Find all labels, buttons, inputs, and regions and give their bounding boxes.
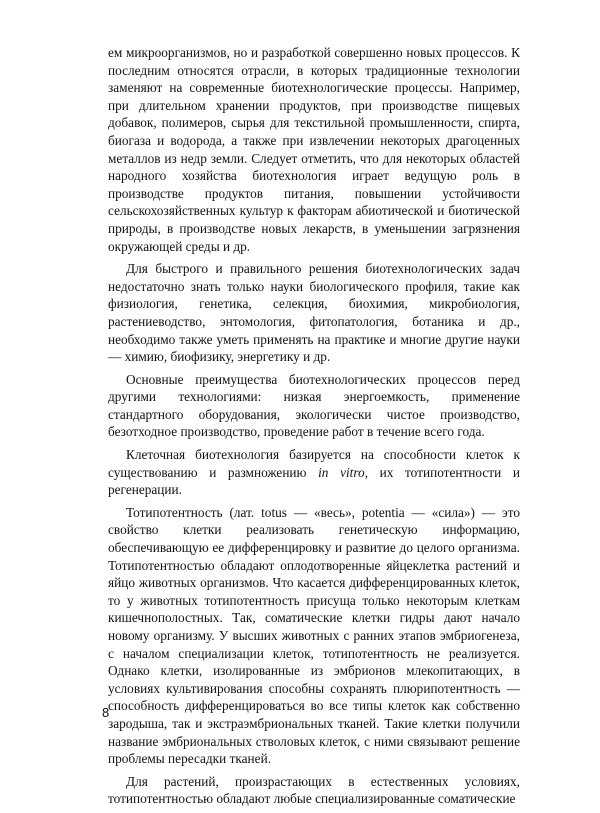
paragraph-5 [108,504,520,768]
paragraph-4 [108,446,520,499]
paragraph-1 [108,44,520,255]
paragraph-2-text: Для быстрого и правильного решения биотехнологических задач недостаточно знать только науки биологического профиля, такие как физиология, генетика, селекция, биохимия, микробиология, растениеводство, энтомология, фитопатология, ботаника и др., необходимо также уметь применять на практике и многие другие науки — химию, биофизику, энергетику и др. [108,261,520,365]
paragraph-3-text: Основные преимущества биотехнологических процессов перед другими технологиями: низкая энергоемкость, применение стандартного оборудования, экологически чистое производство, безотходное производство, проведение работ в течение всего года. [108,371,520,440]
paragraph-6-text: Для растений, произрастающих в естественных условиях, тотипотентностью обладают любые специализированные соматические [108,773,520,807]
paragraph-3 [108,371,520,441]
paragraph-2 [108,260,520,366]
paragraph-5-text: Тотипотентность (лат. totus — «весь», potentia — «сила») — это свойство клетки реализовать генетическую информацию, обеспечивающую ее дифференцировку и развитие до целого организма. Тотипотентностью обладают оплодотворенные яйцеклетка растений и яйцо животных организмов. Что касается дифференцированных клеток, то у животных тотипотентность присуща только некоторым клеткам кишечнополостных. Так, соматические клетки гидры дают начало новому организму. У высших животных с ранних этапов эмбриогенеза, с началом специализации клеток, тотипотентность не реализуется. Однако клетки, изолированные из эмбрионов млекопитающих, в условиях культивирования способны сохранять плюрипотентность — способность дифференцироваться во все типы клеток как собственно зародыша, так и экстраэмбриональных тканей. Такие клетки получили название эмбриональных стволовых клеток, с ними связывают решение проблемы пересадки тканей. [108,504,520,767]
paragraph-4-text-end: , их тотипотентности и регенерации. [108,464,520,498]
page-number: 8 [102,705,110,720]
paragraph-4-italic-term: in vitro [318,464,365,480]
page-body [108,44,520,813]
paragraph-1-text: ем микроорганизмов, но и разработкой совершенно новых процессов. К последним относятся отрасли, в которых традиционные технологии заменяют на современные биотехнологические процессы. Например, при длительном хранении продуктов, при производстве пищевых добавок, полимеров, сырья для текстильной промышленности, спирта, биогаза и водорода, а также при извлечении некоторых драгоценных металлов из недр земли. Следует отметить, что для некоторых областей народного хозяйства биотехнология играет ведущую роль в производстве продуктов питания, повышении устойчивости сельскохозяйственных культур к факторам абиотической и биотической природы, в производстве новых лекарств, в уменьшении загрязнения окружающей среды и др. [108,45,520,254]
paragraph-4-text: Клеточная биотехнология базируется на способности клеток к существованию и размножению [108,447,520,480]
paragraph-6 [108,773,520,808]
